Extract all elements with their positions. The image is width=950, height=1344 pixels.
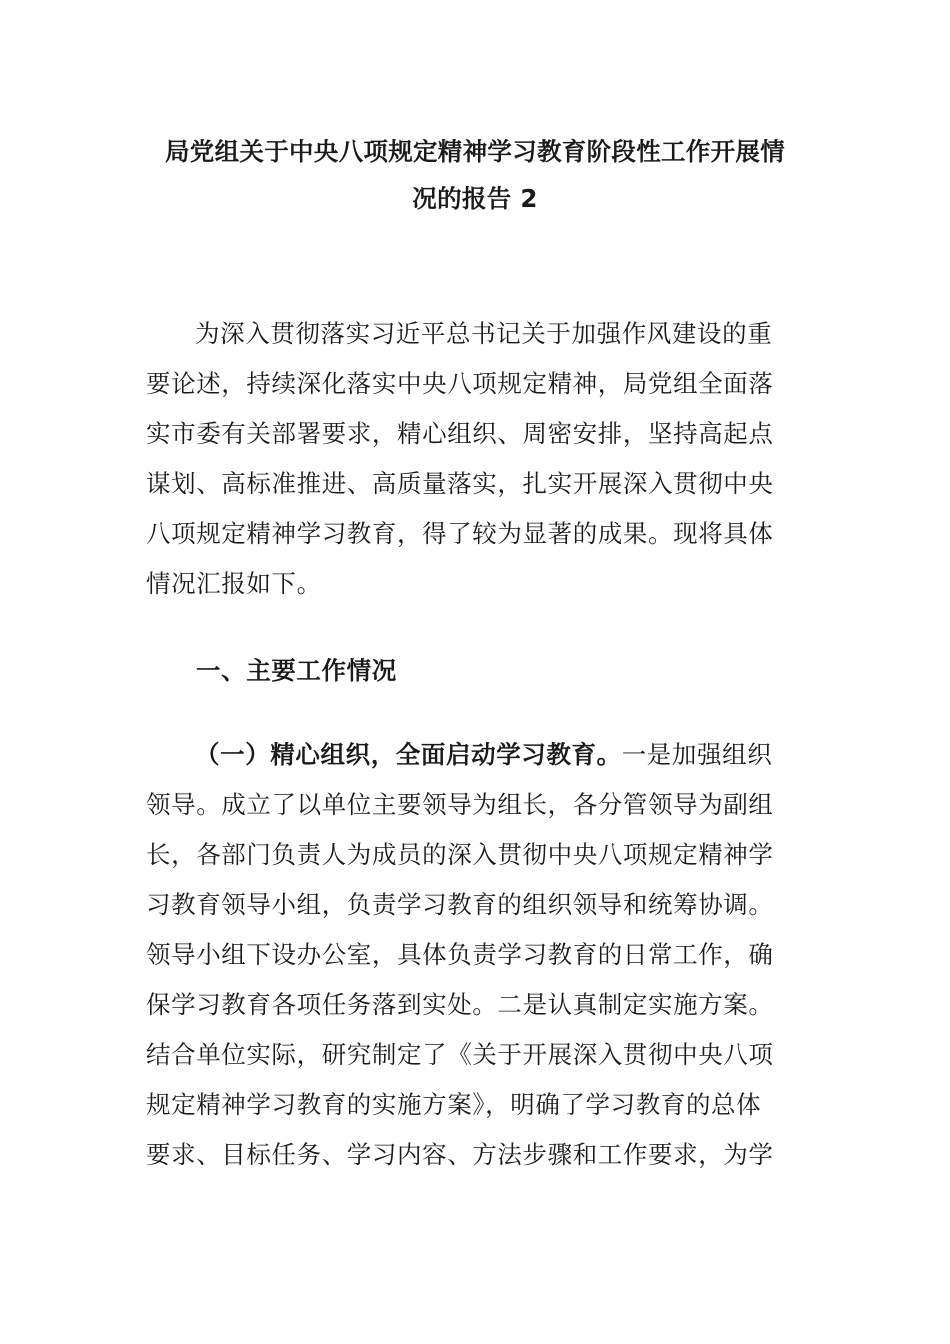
paragraph-first-line xyxy=(146,730,796,780)
paragraph-line: 长，各部门负责人为成员的深入贯彻中央八项规定精神学 xyxy=(146,840,774,869)
paragraph-line: 结合单位实际，研究制定了《关于开展深入贯彻中央八项 xyxy=(146,1040,774,1069)
paragraph-line: 规定精神学习教育的实施方案》，明确了学习教育的总体 xyxy=(146,1090,762,1119)
paragraph-lead-text: 一是加强组织 xyxy=(621,740,773,769)
section-paragraph xyxy=(146,730,796,1180)
paragraph-line: 为深入贯彻落实习近平总书记关于加强作风建设的重 xyxy=(195,319,773,348)
subsection-heading: （一）精心组织，全面启动学习教育。 xyxy=(195,740,622,769)
paragraph-line: 领导。成立了以单位主要领导为组长，各分管领导为副组 xyxy=(146,790,774,819)
paragraph-line: 谋划、高标准推进、高质量落实，扎实开展深入贯彻中央 xyxy=(146,469,774,498)
paragraph-line: 领导小组下设办公室，具体负责学习教育的日常工作，确 xyxy=(146,940,774,969)
document-title xyxy=(140,128,810,222)
title-line-1: 局党组关于中央八项规定精神学习教育阶段性工作开展情 xyxy=(165,137,785,166)
title-line-2: 况的报告 2 xyxy=(412,184,538,213)
intro-paragraph xyxy=(146,309,796,609)
paragraph-line: 实市委有关部署要求，精心组织、周密安排，坚持高起点 xyxy=(146,419,774,448)
paragraph-line: 情况汇报如下。 xyxy=(146,569,322,598)
paragraph-line: 要求、目标任务、学习内容、方法步骤和工作要求，为学 xyxy=(146,1140,774,1169)
paragraph-line: 要论述，持续深化落实中央八项规定精神，局党组全面落 xyxy=(146,369,774,398)
paragraph-line: 八项规定精神学习教育，得了较为显著的成果。现将具体 xyxy=(146,519,774,548)
paragraph-line: 习教育领导小组，负责学习教育的组织领导和统筹协调。 xyxy=(146,890,774,919)
section-heading: 一、主要工作情况 xyxy=(196,656,397,685)
paragraph-line: 保学习教育各项任务落到实处。二是认真制定实施方案。 xyxy=(146,990,774,1019)
